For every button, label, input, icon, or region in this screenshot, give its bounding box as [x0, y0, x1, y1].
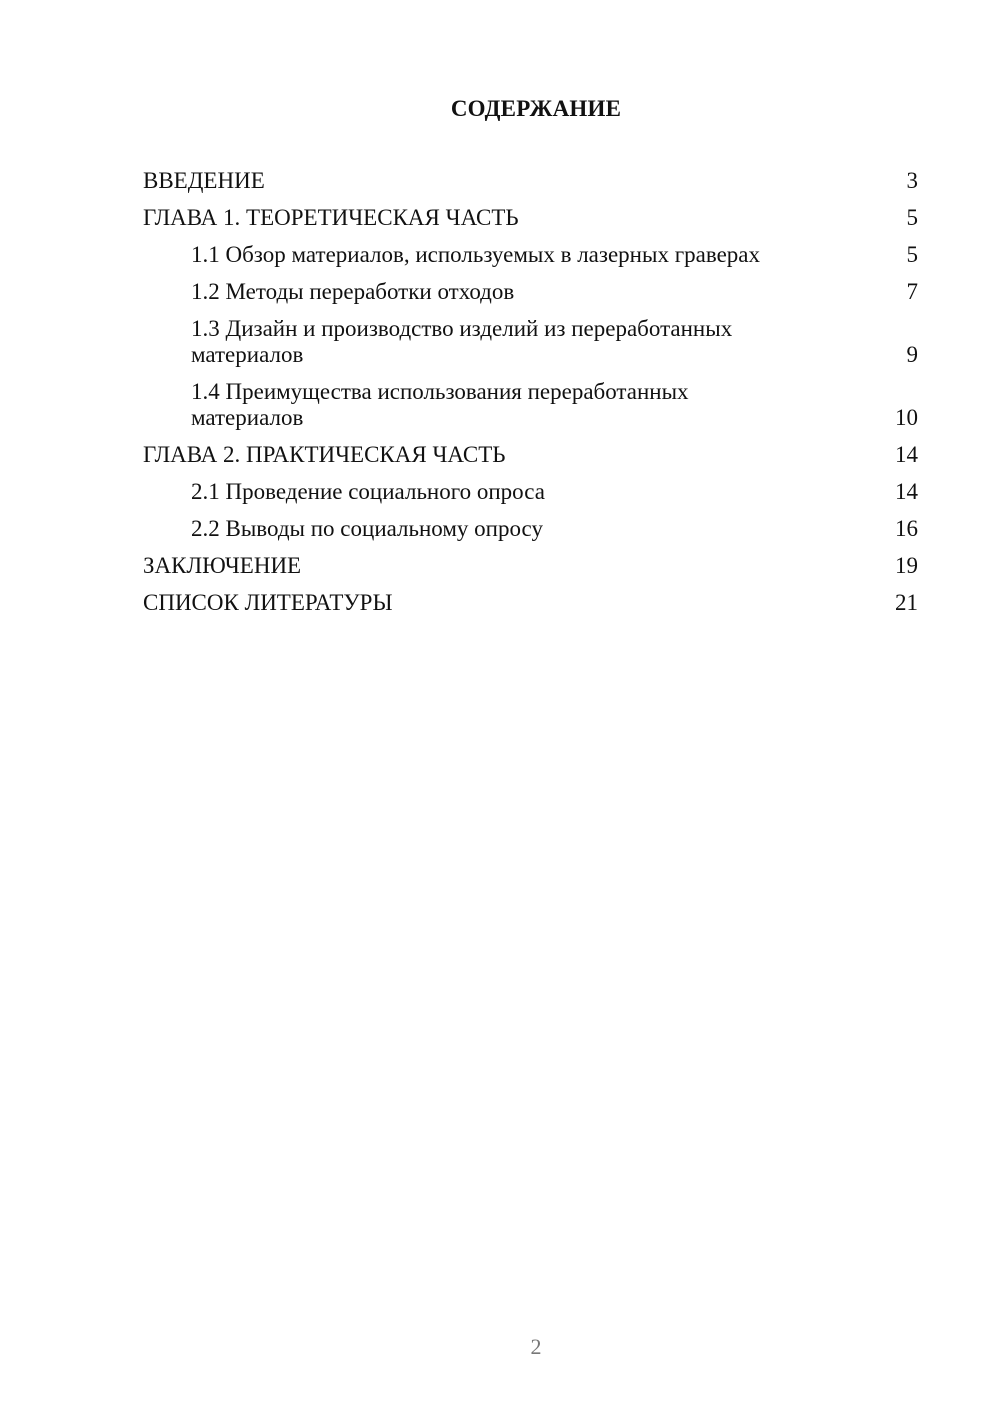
toc-entry-section-2-1[interactable]	[143, 479, 918, 505]
toc-entry-chapter-2[interactable]	[143, 442, 918, 468]
toc-entry-page: 5	[906, 205, 918, 230]
toc-entry-conclusion[interactable]	[143, 553, 918, 579]
toc-entry-chapter-1[interactable]	[143, 205, 918, 231]
toc-entry-page: 10	[895, 405, 918, 430]
toc-entry-page: 16	[895, 516, 918, 541]
toc-entry-section-1-4[interactable]	[143, 379, 918, 431]
toc-entry-page: 3	[906, 168, 918, 193]
toc-entry-label: ВВЕДЕНИЕ	[143, 168, 265, 193]
toc-entry-page: 7	[906, 279, 918, 304]
toc-entry-label: ГЛАВА 2. ПРАКТИЧЕСКАЯ ЧАСТЬ	[143, 442, 506, 467]
page-title: СОДЕРЖАНИЕ	[450, 96, 622, 121]
toc-entry-label: 1.3 Дизайн и производство изделий из переработанных материалов	[191, 316, 733, 367]
toc-entry-section-2-2[interactable]	[143, 516, 918, 542]
toc-entry-page: 14	[895, 442, 918, 467]
toc-entry-page: 14	[895, 479, 918, 504]
toc-entry-references[interactable]	[143, 590, 918, 616]
toc-entry-page: 19	[895, 553, 918, 578]
toc-entry-label: 2.1 Проведение социального опроса	[191, 479, 545, 504]
toc-entry-section-1-1[interactable]	[143, 242, 918, 268]
page-number: 2	[530, 1334, 542, 1359]
toc-entry-section-1-2[interactable]	[143, 279, 918, 305]
toc-entry-label: СПИСОК ЛИТЕРАТУРЫ	[143, 590, 393, 615]
toc-entry-label: 1.2 Методы переработки отходов	[191, 279, 515, 304]
toc-entry-label: 1.1 Обзор материалов, используемых в лазерных граверах	[191, 242, 760, 267]
toc-entry-introduction[interactable]	[143, 168, 918, 194]
table-of-contents	[143, 168, 918, 627]
toc-entry-page: 9	[906, 342, 918, 367]
toc-entry-label: ГЛАВА 1. ТЕОРЕТИЧЕСКАЯ ЧАСТЬ	[143, 205, 519, 230]
toc-entry-label: ЗАКЛЮЧЕНИЕ	[143, 553, 302, 578]
toc-entry-page: 5	[906, 242, 918, 267]
toc-entry-label: 2.2 Выводы по социальному опросу	[191, 516, 543, 541]
toc-entry-label: 1.4 Преимущества использования переработанных материалов	[191, 379, 689, 430]
toc-entry-page: 21	[895, 590, 918, 615]
toc-entry-section-1-3[interactable]	[143, 316, 918, 368]
